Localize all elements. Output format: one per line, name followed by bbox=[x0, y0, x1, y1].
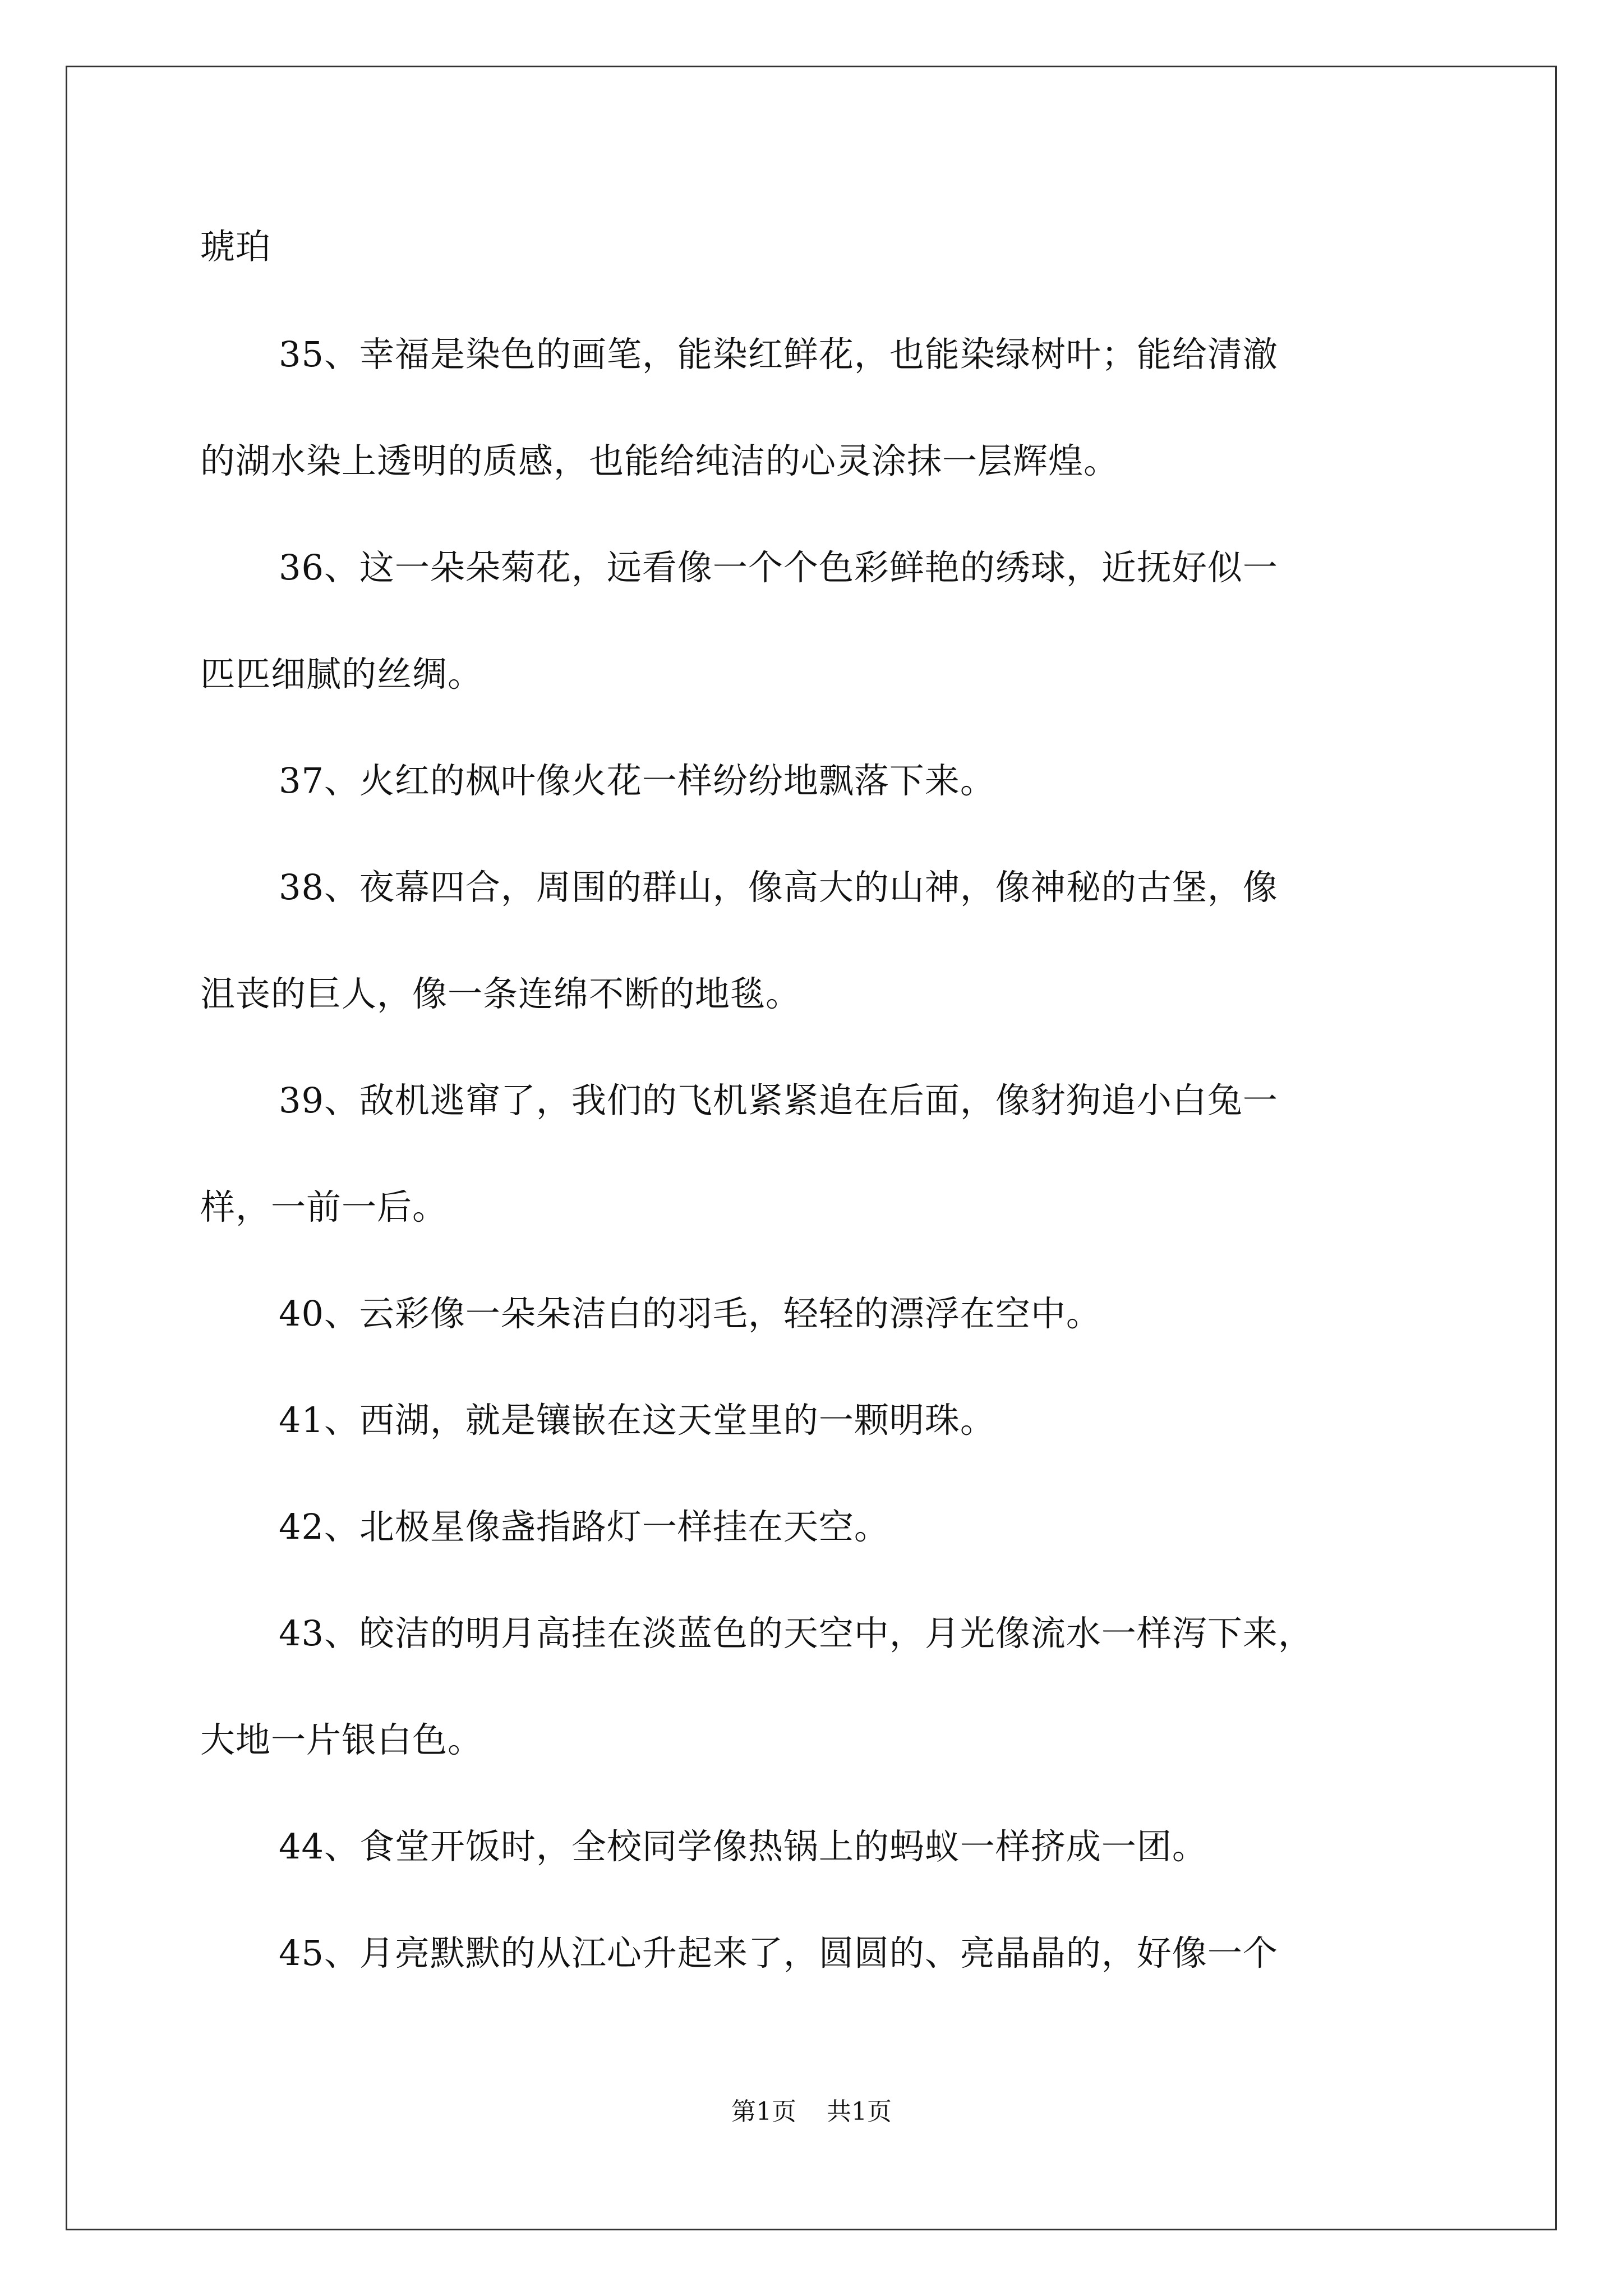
text-line: 38、夜幕四合，周围的群山，像高大的山神，像神秘的古堡，像 bbox=[279, 867, 1278, 908]
page-border bbox=[66, 66, 1557, 2230]
text-line: 43、皎洁的明月高挂在淡蓝色的天空中，月光像流水一样泻下来， bbox=[279, 1613, 1313, 1654]
page-number: 第1页 bbox=[731, 2097, 796, 2126]
text-line: 40、云彩像一朵朵洁白的羽毛，轻轻的漂浮在空中。 bbox=[279, 1293, 1101, 1334]
text-line: 35、幸福是染色的画笔，能染红鲜花，也能染绿树叶；能给清澈 bbox=[279, 334, 1278, 375]
text-line: 大地一片银白色。 bbox=[200, 1719, 483, 1760]
text-line: 45、月亮默默的从江心升起来了，圆圆的、亮晶晶的，好像一个 bbox=[279, 1932, 1278, 1973]
text-line: 37、火红的枫叶像火花一样纷纷地飘落下来。 bbox=[279, 760, 995, 801]
text-line: 匹匹细腻的丝绸。 bbox=[200, 654, 483, 694]
text-line: 41、西湖，就是镶嵌在这天堂里的一颗明珠。 bbox=[279, 1400, 995, 1441]
text-line: 沮丧的巨人，像一条连绵不断的地毯。 bbox=[200, 973, 801, 1014]
text-line: 的湖水染上透明的质感，也能给纯洁的心灵涂抹一层辉煌。 bbox=[200, 440, 1119, 481]
text-line: 样，一前一后。 bbox=[200, 1186, 448, 1227]
page-footer bbox=[0, 2095, 1623, 2129]
text-line: 36、这一朵朵菊花，远看像一个个色彩鲜艳的绣球，近抚好似一 bbox=[279, 547, 1278, 588]
text-line: 44、食堂开饭时，全校同学像热锅上的蚂蚁一样挤成一团。 bbox=[279, 1826, 1207, 1867]
text-line: 42、北极星像盏指路灯一样挂在天空。 bbox=[279, 1506, 889, 1547]
text-line: 39、敌机逃窜了，我们的飞机紧紧追在后面，像豺狗追小白兔一 bbox=[279, 1080, 1278, 1121]
text-line: 琥珀 bbox=[200, 226, 271, 267]
page-total: 共1页 bbox=[827, 2097, 892, 2126]
